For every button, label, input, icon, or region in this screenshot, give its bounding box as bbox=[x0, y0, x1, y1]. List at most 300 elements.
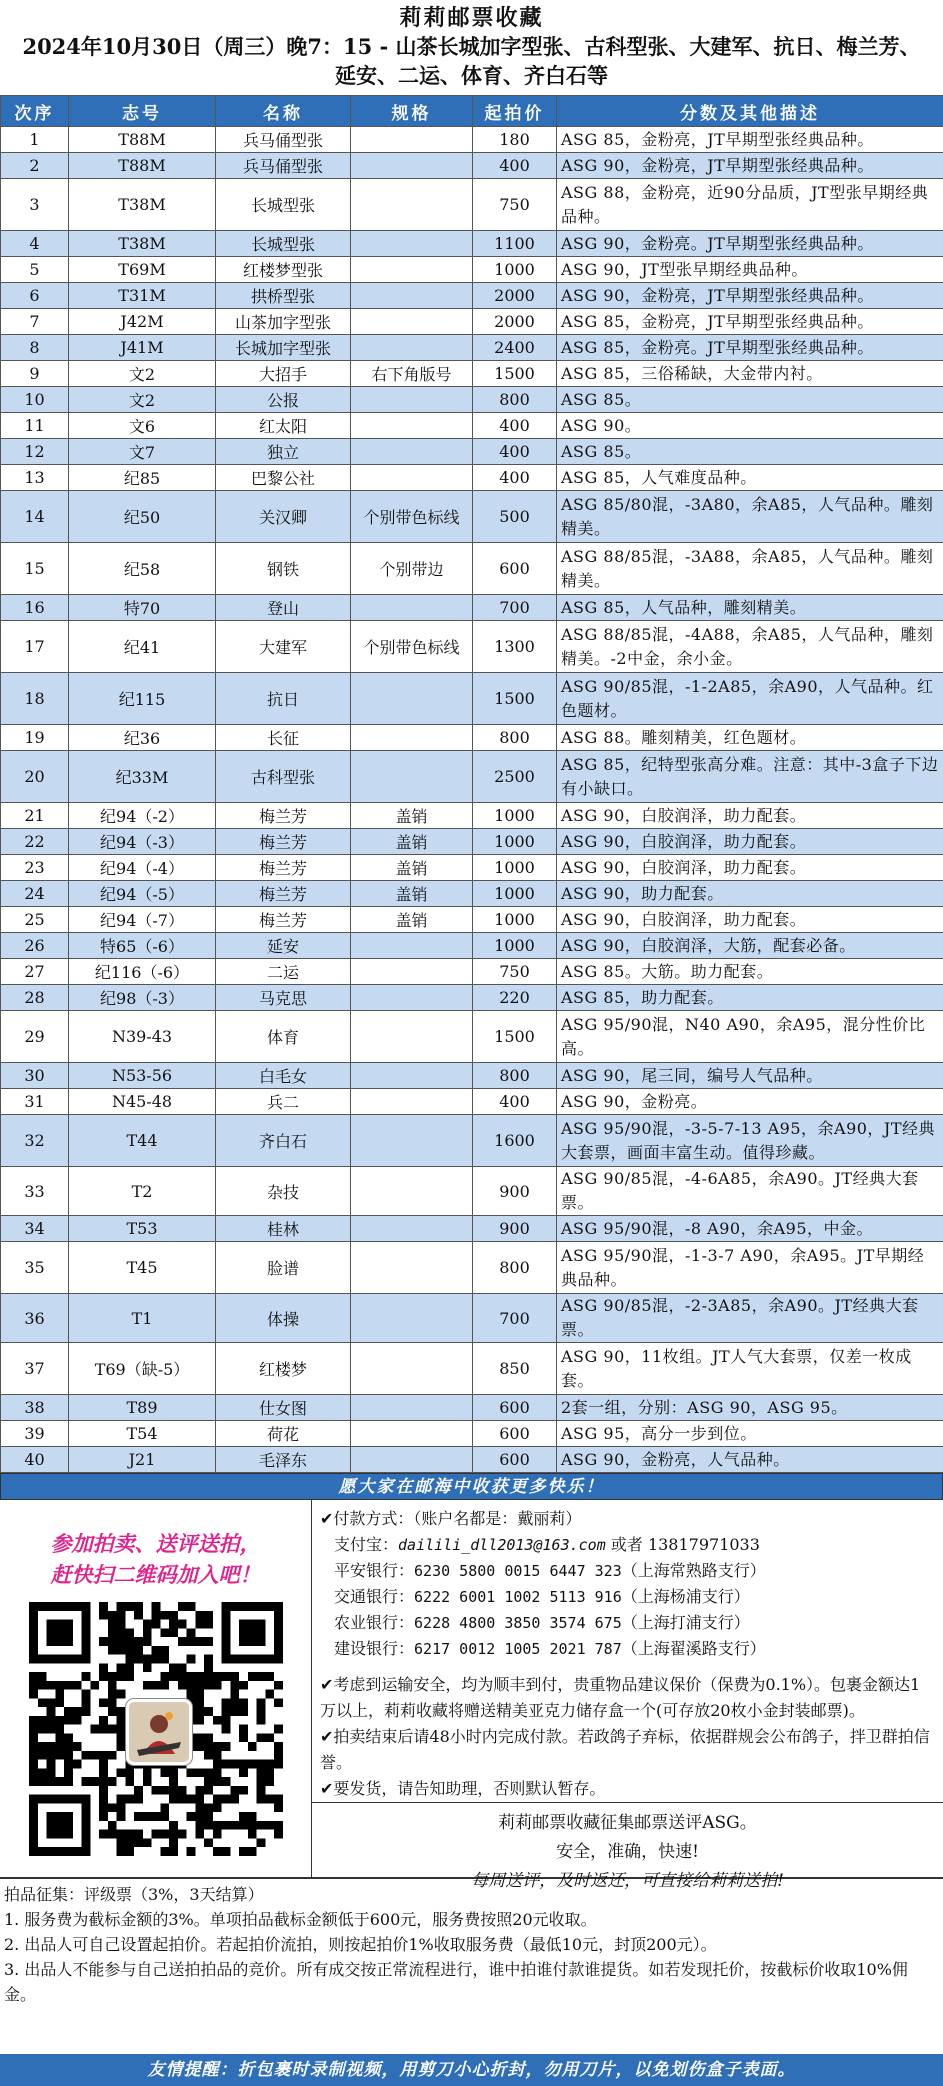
cell-price: 750 bbox=[473, 959, 557, 985]
cell-no: 16 bbox=[1, 595, 69, 621]
cell-desc: ASG 90，金粉亮。 bbox=[557, 1089, 943, 1115]
table-row bbox=[1, 1089, 943, 1115]
cell-price: 1000 bbox=[473, 933, 557, 959]
table-row bbox=[1, 881, 943, 907]
cell-no: 25 bbox=[1, 907, 69, 933]
cell-price: 600 bbox=[473, 1395, 557, 1421]
cell-spec bbox=[351, 1395, 473, 1421]
bank-row bbox=[320, 1610, 935, 1636]
cell-desc: ASG 90，JT型张早期经典品种。 bbox=[557, 257, 943, 283]
col-header-name: 名称 bbox=[216, 96, 351, 127]
cell-name: 兵马俑型张 bbox=[216, 127, 351, 153]
cell-code: T1 bbox=[69, 1294, 216, 1343]
cell-desc: ASG 85，人气难度品种。 bbox=[557, 465, 943, 491]
bank-label: 平安银行： bbox=[334, 1561, 414, 1580]
cell-code: T38M bbox=[69, 231, 216, 257]
cell-spec bbox=[351, 1089, 473, 1115]
cell-price: 400 bbox=[473, 439, 557, 465]
table-row bbox=[1, 1167, 943, 1216]
cell-code: 纪33M bbox=[69, 751, 216, 803]
cell-price: 900 bbox=[473, 1216, 557, 1242]
cell-no: 10 bbox=[1, 387, 69, 413]
cell-name: 钢铁 bbox=[216, 543, 351, 595]
cell-no: 21 bbox=[1, 803, 69, 829]
cell-desc: ASG 90，白胶润泽，助力配套。 bbox=[557, 855, 943, 881]
cell-desc: ASG 90/85混，-2-3A85，余A90。JT经典大套票。 bbox=[557, 1294, 943, 1343]
bank-account: 6217 0012 1005 2021 787 bbox=[414, 1640, 622, 1658]
cell-desc: ASG 95，高分一步到位。 bbox=[557, 1421, 943, 1447]
cell-no: 12 bbox=[1, 439, 69, 465]
cell-price: 400 bbox=[473, 1089, 557, 1115]
cell-name: 脸谱 bbox=[216, 1242, 351, 1294]
rule-item: 1. 服务费为截标金额的3%。单项拍品截标金额低于600元，服务费按照20元收取。 bbox=[4, 1907, 939, 1932]
page-subtitle-2: 延安、二运、体育、齐白石等 bbox=[0, 61, 943, 90]
table-row bbox=[1, 907, 943, 933]
cell-code: 纪36 bbox=[69, 725, 216, 751]
jt-collection-box bbox=[312, 1802, 943, 1896]
cell-desc: ASG 90，白胶润泽，助力配套。 bbox=[557, 907, 943, 933]
table-row bbox=[1, 153, 943, 179]
cell-name: 长征 bbox=[216, 725, 351, 751]
cell-price: 850 bbox=[473, 1343, 557, 1395]
cell-spec bbox=[351, 439, 473, 465]
jt-line-1: 莉莉邮票收藏征集邮票送评ASG。 bbox=[312, 1809, 943, 1838]
alipay-label: 支付宝： bbox=[334, 1535, 398, 1554]
cell-no: 13 bbox=[1, 465, 69, 491]
col-header-code: 志号 bbox=[69, 96, 216, 127]
bank-list bbox=[320, 1558, 935, 1662]
cell-desc: ASG 85，助力配套。 bbox=[557, 985, 943, 1011]
cell-no: 39 bbox=[1, 1421, 69, 1447]
table-row bbox=[1, 1011, 943, 1063]
cell-name: 兵二 bbox=[216, 1089, 351, 1115]
payment-note: ✔考虑到运输安全，均为顺丰到付，贵重物品建议保价（保费为0.1%）。包裹金额达1万以上，莉莉收藏将赠送精美亚克力储存盒一个(可存放20枚小金封装邮票)。 bbox=[320, 1672, 935, 1724]
table-row bbox=[1, 725, 943, 751]
cell-spec: 个别带边 bbox=[351, 543, 473, 595]
cell-name: 大建军 bbox=[216, 621, 351, 673]
cell-name: 梅兰芳 bbox=[216, 829, 351, 855]
table-row bbox=[1, 621, 943, 673]
cell-spec bbox=[351, 231, 473, 257]
cell-code: 纪94（-5） bbox=[69, 881, 216, 907]
cell-price: 2000 bbox=[473, 309, 557, 335]
table-row bbox=[1, 1115, 943, 1167]
cell-name: 梅兰芳 bbox=[216, 855, 351, 881]
cell-desc: ASG 90，白胶润泽，大筋，配套必备。 bbox=[557, 933, 943, 959]
cell-code: N45-48 bbox=[69, 1089, 216, 1115]
cell-price: 2400 bbox=[473, 335, 557, 361]
promo-text bbox=[10, 1528, 301, 1590]
cell-spec bbox=[351, 1343, 473, 1395]
cell-code: 纪94（-3） bbox=[69, 829, 216, 855]
cell-no: 26 bbox=[1, 933, 69, 959]
cell-code: T88M bbox=[69, 127, 216, 153]
cell-name: 长城型张 bbox=[216, 179, 351, 231]
cell-no: 4 bbox=[1, 231, 69, 257]
cell-name: 抗日 bbox=[216, 673, 351, 725]
cell-name: 巴黎公社 bbox=[216, 465, 351, 491]
payment-panel bbox=[312, 1500, 943, 1877]
cell-no: 1 bbox=[1, 127, 69, 153]
cell-desc: ASG 90/85混，-4-6A85，余A90。JT经典大套票。 bbox=[557, 1167, 943, 1216]
cell-desc: ASG 85，金粉亮，JT早期型张经典品种。 bbox=[557, 127, 943, 153]
bank-label: 建设银行： bbox=[334, 1639, 414, 1658]
bank-label: 农业银行： bbox=[334, 1613, 414, 1632]
cell-price: 700 bbox=[473, 1294, 557, 1343]
cell-no: 11 bbox=[1, 413, 69, 439]
promo-line-1: 参加拍卖、送评送拍， bbox=[10, 1528, 301, 1559]
cell-spec bbox=[351, 257, 473, 283]
cell-spec bbox=[351, 1063, 473, 1089]
cell-no: 24 bbox=[1, 881, 69, 907]
table-row bbox=[1, 673, 943, 725]
cell-desc: ASG 85/80混，-3A80，余A85，人气品种。雕刻精美。 bbox=[557, 491, 943, 543]
cell-name: 长城型张 bbox=[216, 231, 351, 257]
cell-name: 延安 bbox=[216, 933, 351, 959]
cell-desc: ASG 85。 bbox=[557, 439, 943, 465]
cell-code: J42M bbox=[69, 309, 216, 335]
cell-name: 梅兰芳 bbox=[216, 881, 351, 907]
table-row bbox=[1, 387, 943, 413]
cell-spec bbox=[351, 985, 473, 1011]
cell-spec bbox=[351, 1242, 473, 1294]
cell-code: T88M bbox=[69, 153, 216, 179]
cell-no: 18 bbox=[1, 673, 69, 725]
cell-no: 17 bbox=[1, 621, 69, 673]
cell-spec bbox=[351, 1216, 473, 1242]
cell-no: 8 bbox=[1, 335, 69, 361]
cell-name: 兵马俑型张 bbox=[216, 153, 351, 179]
cell-spec bbox=[351, 335, 473, 361]
cell-price: 1300 bbox=[473, 621, 557, 673]
payment-note: ✔要发货，请告知助理，否则默认暂存。 bbox=[320, 1776, 935, 1802]
cell-desc: ASG 90，白胶润泽，助力配套。 bbox=[557, 803, 943, 829]
cell-name: 古科型张 bbox=[216, 751, 351, 803]
table-row bbox=[1, 231, 943, 257]
cell-code: T69M bbox=[69, 257, 216, 283]
bank-label: 交通银行： bbox=[334, 1587, 414, 1606]
cell-code: 纪94（-2） bbox=[69, 803, 216, 829]
cell-price: 800 bbox=[473, 1242, 557, 1294]
cell-no: 19 bbox=[1, 725, 69, 751]
cell-price: 400 bbox=[473, 413, 557, 439]
alipay-or: 或者 bbox=[611, 1535, 643, 1554]
cell-name: 独立 bbox=[216, 439, 351, 465]
cell-desc: ASG 85，人气品种，雕刻精美。 bbox=[557, 595, 943, 621]
bank-branch: （上海打浦支行） bbox=[622, 1613, 750, 1632]
cell-code: T44 bbox=[69, 1115, 216, 1167]
cell-price: 1600 bbox=[473, 1115, 557, 1167]
cell-name: 荷花 bbox=[216, 1421, 351, 1447]
cell-no: 36 bbox=[1, 1294, 69, 1343]
cell-spec: 右下角版号 bbox=[351, 361, 473, 387]
cell-no: 34 bbox=[1, 1216, 69, 1242]
payment-title: ✔付款方式：（账户名都是：戴丽莉） bbox=[320, 1506, 935, 1532]
header bbox=[0, 0, 943, 95]
cell-price: 400 bbox=[473, 153, 557, 179]
table-row bbox=[1, 335, 943, 361]
cell-price: 700 bbox=[473, 595, 557, 621]
cell-no: 38 bbox=[1, 1395, 69, 1421]
cell-code: 文6 bbox=[69, 413, 216, 439]
cell-price: 1000 bbox=[473, 803, 557, 829]
cell-code: 文2 bbox=[69, 387, 216, 413]
table-row bbox=[1, 1242, 943, 1294]
cell-code: 纪94（-7） bbox=[69, 907, 216, 933]
cell-desc: ASG 90。 bbox=[557, 413, 943, 439]
cell-code: 文7 bbox=[69, 439, 216, 465]
cell-spec bbox=[351, 127, 473, 153]
cell-spec bbox=[351, 413, 473, 439]
info-section bbox=[0, 1500, 943, 1878]
cell-price: 1000 bbox=[473, 257, 557, 283]
cell-code: N53-56 bbox=[69, 1063, 216, 1089]
cell-no: 6 bbox=[1, 283, 69, 309]
cell-price: 2500 bbox=[473, 751, 557, 803]
cell-desc: ASG 85。大筋。助力配套。 bbox=[557, 959, 943, 985]
cell-name: 红太阳 bbox=[216, 413, 351, 439]
table-row bbox=[1, 543, 943, 595]
table-header-row bbox=[1, 96, 943, 127]
cell-code: T54 bbox=[69, 1421, 216, 1447]
cell-price: 1000 bbox=[473, 881, 557, 907]
cell-spec: 盖销 bbox=[351, 855, 473, 881]
table-row bbox=[1, 829, 943, 855]
cell-desc: ASG 88，金粉亮，近90分品质，JT型张早期经典品种。 bbox=[557, 179, 943, 231]
cell-desc: ASG 90，助力配套。 bbox=[557, 881, 943, 907]
cell-no: 30 bbox=[1, 1063, 69, 1089]
cell-spec: 盖销 bbox=[351, 803, 473, 829]
cell-desc: ASG 90，11枚组。JT人气大套票，仅差一枚成套。 bbox=[557, 1343, 943, 1395]
cell-name: 白毛女 bbox=[216, 1063, 351, 1089]
cell-code: N39-43 bbox=[69, 1011, 216, 1063]
cell-price: 600 bbox=[473, 1421, 557, 1447]
rules-title: 拍品征集：评级票（3%，3天结算） bbox=[4, 1882, 939, 1907]
cell-price: 400 bbox=[473, 465, 557, 491]
table-row bbox=[1, 1447, 943, 1473]
bank-branch: （上海常熟路支行） bbox=[622, 1561, 766, 1580]
table-row bbox=[1, 1063, 943, 1089]
cell-desc: ASG 90/85混，-1-2A85，余A90，人气品种。红色题材。 bbox=[557, 673, 943, 725]
table-row bbox=[1, 803, 943, 829]
cell-desc: ASG 85，金粉亮。JT早期型张经典品种。 bbox=[557, 335, 943, 361]
cell-spec bbox=[351, 1115, 473, 1167]
cell-no: 15 bbox=[1, 543, 69, 595]
cell-code: 纪94（-4） bbox=[69, 855, 216, 881]
cell-spec bbox=[351, 725, 473, 751]
cell-code: 纪41 bbox=[69, 621, 216, 673]
table-row bbox=[1, 465, 943, 491]
cell-price: 1500 bbox=[473, 1011, 557, 1063]
cell-spec bbox=[351, 933, 473, 959]
cell-code: T53 bbox=[69, 1216, 216, 1242]
cell-price: 220 bbox=[473, 985, 557, 1011]
table-row bbox=[1, 257, 943, 283]
cell-spec bbox=[351, 153, 473, 179]
bank-row bbox=[320, 1558, 935, 1584]
cell-price: 750 bbox=[473, 179, 557, 231]
cell-desc: ASG 85。 bbox=[557, 387, 943, 413]
qr-logo-icon bbox=[126, 1699, 192, 1765]
cell-name: 关汉卿 bbox=[216, 491, 351, 543]
cell-spec: 盖销 bbox=[351, 829, 473, 855]
table-row bbox=[1, 1294, 943, 1343]
table-row bbox=[1, 1343, 943, 1395]
cell-name: 公报 bbox=[216, 387, 351, 413]
cell-desc: ASG 90，金粉亮，人气品种。 bbox=[557, 1447, 943, 1473]
jt-line-3: 每周送评，及时返还，可直接给莉莉送拍! bbox=[312, 1867, 943, 1896]
cell-code: 纪115 bbox=[69, 673, 216, 725]
cell-code: 特70 bbox=[69, 595, 216, 621]
page-subtitle-1: 2024年10月30日（周三）晚7：15 - 山茶长城加字型张、古科型张、大建军、抗日、梅兰芳、 bbox=[0, 32, 943, 61]
cell-desc: ASG 95/90混，-8 A90，余A95，中金。 bbox=[557, 1216, 943, 1242]
cell-name: 体育 bbox=[216, 1011, 351, 1063]
table-row bbox=[1, 1216, 943, 1242]
footer-reminder: 友情提醒：折包裹时录制视频，用剪刀小心折封，勿用刀片，以免划伤盒子表面。 bbox=[0, 2054, 943, 2086]
cell-name: 毛泽东 bbox=[216, 1447, 351, 1473]
rule-item: 3. 出品人不能参与自己送拍拍品的竞价。所有成交按正常流程进行，谁中拍谁付款谁提货。如若发现托价，按截标价收取10%佣金。 bbox=[4, 1957, 939, 2007]
cell-price: 800 bbox=[473, 725, 557, 751]
cell-name: 长城加字型张 bbox=[216, 335, 351, 361]
cell-code: J41M bbox=[69, 335, 216, 361]
cell-spec bbox=[351, 751, 473, 803]
table-row bbox=[1, 751, 943, 803]
alipay-email[interactable]: dailili_dll2013@163.com bbox=[398, 1536, 606, 1554]
cell-no: 22 bbox=[1, 829, 69, 855]
cell-no: 31 bbox=[1, 1089, 69, 1115]
cell-price: 600 bbox=[473, 543, 557, 595]
table-row bbox=[1, 1395, 943, 1421]
cell-spec bbox=[351, 179, 473, 231]
cell-name: 桂林 bbox=[216, 1216, 351, 1242]
cell-code: T69（缺-5） bbox=[69, 1343, 216, 1395]
cell-spec bbox=[351, 1421, 473, 1447]
cell-code: 特65（-6） bbox=[69, 933, 216, 959]
cell-desc: ASG 95/90混，N40 A90，余A95，混分性价比高。 bbox=[557, 1011, 943, 1063]
payment-info bbox=[312, 1500, 943, 1802]
cell-name: 梅兰芳 bbox=[216, 907, 351, 933]
cell-name: 红楼梦型张 bbox=[216, 257, 351, 283]
cell-desc: ASG 88。雕刻精美，红色题材。 bbox=[557, 725, 943, 751]
rules-section bbox=[0, 1878, 943, 2054]
cell-spec bbox=[351, 387, 473, 413]
cell-desc: ASG 88/85混，-3A88，余A85，人气品种。雕刻精美。 bbox=[557, 543, 943, 595]
cell-price: 800 bbox=[473, 1063, 557, 1089]
bank-account: 6222 6001 1002 5113 916 bbox=[414, 1588, 622, 1606]
cell-desc: ASG 95/90混，-1-3-7 A90，余A95。JT早期经典品种。 bbox=[557, 1242, 943, 1294]
cell-price: 1500 bbox=[473, 361, 557, 387]
cell-no: 20 bbox=[1, 751, 69, 803]
alipay-phone: 13817971033 bbox=[648, 1535, 760, 1554]
cell-price: 600 bbox=[473, 1447, 557, 1473]
cell-no: 9 bbox=[1, 361, 69, 387]
table-row bbox=[1, 855, 943, 881]
alipay-row bbox=[320, 1532, 935, 1558]
cell-no: 35 bbox=[1, 1242, 69, 1294]
cell-no: 23 bbox=[1, 855, 69, 881]
page-title: 莉莉邮票收藏 bbox=[0, 4, 943, 32]
cell-price: 1100 bbox=[473, 231, 557, 257]
cell-code: 文2 bbox=[69, 361, 216, 387]
cell-code: 纪98（-3） bbox=[69, 985, 216, 1011]
cell-spec bbox=[351, 959, 473, 985]
table-row bbox=[1, 413, 943, 439]
table-row bbox=[1, 1421, 943, 1447]
cell-name: 仕女图 bbox=[216, 1395, 351, 1421]
cell-price: 500 bbox=[473, 491, 557, 543]
cell-price: 1000 bbox=[473, 829, 557, 855]
rules-list bbox=[4, 1907, 939, 2007]
cell-no: 5 bbox=[1, 257, 69, 283]
cell-desc: ASG 90，白胶润泽，助力配套。 bbox=[557, 829, 943, 855]
table-row bbox=[1, 439, 943, 465]
table-row bbox=[1, 361, 943, 387]
cell-no: 32 bbox=[1, 1115, 69, 1167]
cell-price: 900 bbox=[473, 1167, 557, 1216]
cell-spec bbox=[351, 309, 473, 335]
promo-line-2: 赶快扫二维码加入吧！ bbox=[10, 1559, 301, 1590]
col-header-desc: 分数及其他描述 bbox=[557, 96, 943, 127]
cell-no: 40 bbox=[1, 1447, 69, 1473]
cell-price: 1000 bbox=[473, 855, 557, 881]
table-row bbox=[1, 127, 943, 153]
cell-spec bbox=[351, 1447, 473, 1473]
cell-price: 1000 bbox=[473, 907, 557, 933]
cell-code: 纪85 bbox=[69, 465, 216, 491]
cell-price: 2000 bbox=[473, 283, 557, 309]
cell-code: J21 bbox=[69, 1447, 216, 1473]
cell-no: 14 bbox=[1, 491, 69, 543]
cell-desc: ASG 90，尾三同，编号人气品种。 bbox=[557, 1063, 943, 1089]
table-row bbox=[1, 179, 943, 231]
cell-spec bbox=[351, 1167, 473, 1216]
table-row bbox=[1, 959, 943, 985]
cell-desc: ASG 85，三俗稀缺，大金带内衬。 bbox=[557, 361, 943, 387]
cell-spec bbox=[351, 283, 473, 309]
cell-spec bbox=[351, 1294, 473, 1343]
cell-code: T38M bbox=[69, 179, 216, 231]
bank-account: 6228 4800 3850 3574 675 bbox=[414, 1614, 622, 1632]
cell-spec bbox=[351, 595, 473, 621]
cell-spec bbox=[351, 465, 473, 491]
bank-row bbox=[320, 1584, 935, 1610]
qr-code-icon[interactable] bbox=[29, 1602, 283, 1856]
cell-desc: 2套一组，分别：ASG 90，ASG 95。 bbox=[557, 1395, 943, 1421]
cell-name: 梅兰芳 bbox=[216, 803, 351, 829]
cell-desc: ASG 90，金粉亮。JT早期型张经典品种。 bbox=[557, 231, 943, 257]
cell-no: 28 bbox=[1, 985, 69, 1011]
cell-no: 29 bbox=[1, 1011, 69, 1063]
col-header-price: 起拍价 bbox=[473, 96, 557, 127]
cell-name: 红楼梦 bbox=[216, 1343, 351, 1395]
cell-spec: 盖销 bbox=[351, 881, 473, 907]
cell-no: 33 bbox=[1, 1167, 69, 1216]
cell-code: T2 bbox=[69, 1167, 216, 1216]
banner: 愿大家在邮海中收获更多快乐！ bbox=[0, 1473, 943, 1500]
promo-panel bbox=[0, 1500, 312, 1877]
cell-code: 纪116（-6） bbox=[69, 959, 216, 985]
cell-no: 3 bbox=[1, 179, 69, 231]
cell-name: 登山 bbox=[216, 595, 351, 621]
cell-name: 拱桥型张 bbox=[216, 283, 351, 309]
cell-desc: ASG 85，金粉亮，JT早期型张经典品种。 bbox=[557, 309, 943, 335]
cell-name: 马克思 bbox=[216, 985, 351, 1011]
cell-no: 27 bbox=[1, 959, 69, 985]
cell-no: 7 bbox=[1, 309, 69, 335]
cell-desc: ASG 95/90混，-3-5-7-13 A95，余A90，JT经典大套票，画面丰富生动。值得珍藏。 bbox=[557, 1115, 943, 1167]
cell-desc: ASG 88/85混，-4A88，余A85，人气品种，雕刻精美。-2中金，余小金。 bbox=[557, 621, 943, 673]
table-row bbox=[1, 491, 943, 543]
